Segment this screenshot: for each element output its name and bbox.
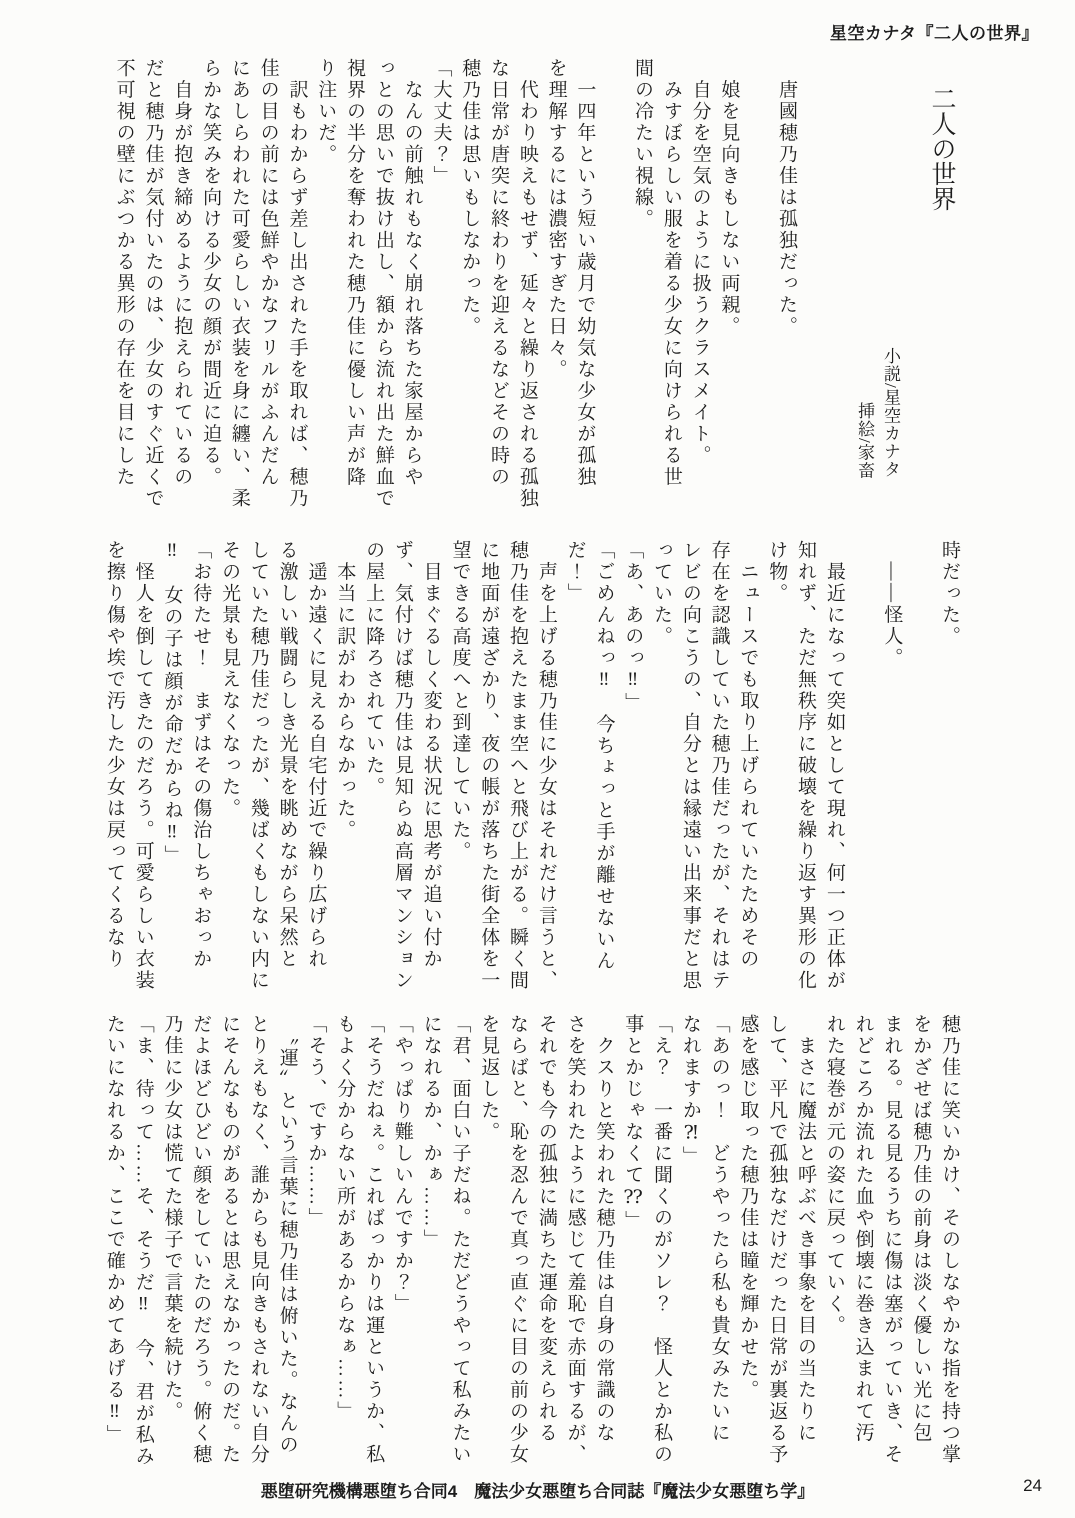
text-column: を理解するには濃密すぎた日々。: [545, 58, 567, 381]
text-column: だ！」: [564, 540, 586, 605]
text-column: レビの向こうの、自分とは縁遠い出来事だと思: [679, 540, 701, 992]
credits: [851, 347, 903, 480]
page-number: 24: [1023, 1476, 1042, 1495]
text-column: を見返した。: [478, 1014, 500, 1143]
text-column: 時だった。: [939, 540, 960, 648]
text-column: 一四年という短い歳月で幼気な少女が孤独: [574, 58, 596, 488]
text-column: 佳の目の前には色鮮やかなフリルがふんだん: [257, 58, 279, 488]
text-column: っていた。: [651, 540, 673, 648]
text-column: 怪人を倒してきたのだろう。可愛らしい衣装: [132, 540, 154, 992]
text-column: り注いだ。: [315, 58, 337, 166]
text-column: 穂乃佳は思いもしなかった。: [459, 58, 481, 338]
text-column: け物。: [766, 540, 788, 605]
text-column: その光景も見えなくなった。: [219, 540, 241, 820]
text-column: それでも今の孤独に満ちた運命を変えられる: [535, 1014, 557, 1444]
text-column: 「あ、あのっ‼」: [622, 540, 644, 714]
text-column: る激しい戦闘らしき光景を眺めながら呆然と: [276, 540, 298, 970]
text-column: 〝運〟という言葉に穂乃佳は俯いた。なんの: [276, 1014, 298, 1456]
text-column: たいになれるか、ここで確かめてあげる‼」: [103, 1014, 125, 1446]
text-column: [598, 58, 627, 520]
text-column: 視界の半分を奪われた穂乃佳に優しい声が降: [344, 58, 366, 488]
running-title: 星空カナタ『二人の世界』: [829, 24, 1039, 43]
text-column: っとの思いで抜け出し、額から流れ出た鮮血で: [372, 58, 394, 510]
text-column: らかな笑みを向ける少女の顔が間近に迫る。: [200, 58, 222, 488]
text-column: クスりと笑われた穂乃佳は自身の常識のな: [593, 1014, 615, 1444]
text-column: 自身が抱き締めるように抱えられているの: [171, 58, 193, 488]
text-column: 「あのっ！ どうやったら私も貴女みたいに: [708, 1014, 730, 1444]
text-column: 乃佳に少女は慌てた様子で言葉を続けた。: [161, 1014, 183, 1423]
text-column: [742, 58, 771, 520]
text-column: まさに魔法と呼ぶべき事象を目の当たりに: [795, 1014, 817, 1444]
text-column: 代わり映えもせず、延々と繰り返される孤独: [516, 58, 538, 510]
text-column: ず、気付けば穂乃佳は見知らぬ高層マンション: [391, 540, 413, 992]
text-column: を擦り傷や埃で汚した少女は戻ってくるなり: [103, 540, 125, 970]
text-column: 自分を空気のように扱うクラスメイト。: [689, 58, 711, 467]
text-column: なんの前触れもなく崩れ落ちた家屋からや: [401, 58, 423, 488]
story-title: 二人の世界: [928, 86, 955, 211]
text-column: 声を上げる穂乃佳に少女はそれだけ言うと、: [535, 540, 557, 992]
text-column: な日常が唐突に終わりを迎えるなどその時の: [488, 58, 510, 488]
text-column: 「君、面白い子だね。ただどうやって私みたい: [449, 1014, 471, 1466]
text-column: ならばと、恥を忍んで真っ直ぐに目の前の少女: [507, 1014, 529, 1466]
text-column: にそんなものがあるとは思えなかったのだ。た: [219, 1014, 241, 1466]
text-column: していた穂乃佳だったが、幾ばくもしない内に: [247, 540, 269, 992]
text-column: 遥か遠くに見える自宅付近で繰り広げられ: [305, 540, 327, 970]
text-column: 「やっぱり難しいんですか？」: [391, 1014, 413, 1315]
text-column: の屋上に降ろされていた。: [363, 540, 385, 798]
text-column: [905, 540, 934, 1002]
text-column: もよく分からない所があるからなぁ……」: [334, 1014, 356, 1423]
text-column: 不可視の壁にぶつかる異形の存在を目にした: [113, 58, 135, 488]
text-column: にあしらわれた可愛らしい衣装を身に纏い、柔: [228, 58, 250, 510]
text-column: 感を感じ取った穂乃佳は瞳を輝かせた。: [737, 1014, 759, 1401]
credit-novel: 小説/星空カナタ: [881, 347, 900, 479]
text-column: [848, 540, 877, 1002]
text-column: 「え？ 一番に聞くのがソレ？ 怪人とか私の: [651, 1014, 673, 1466]
text-column: 「そうだねぇ。こればっかりは運というか、私: [363, 1014, 385, 1466]
footer-imprint: 悪堕研究機構悪堕ち合同4 魔法少女悪堕ち合同誌『魔法少女悪堕ち学』: [260, 1482, 815, 1501]
text-column: に地面が遠ざかり、夜の帳が落ちた街全体を一: [478, 540, 500, 992]
text-column: をかざせば穂乃佳の前身は淡く優しい光に包: [910, 1014, 932, 1444]
text-column: だよほどひどい顔をしていたのだろう。俯く穂: [190, 1014, 212, 1466]
text-column: 「そう、ですか……」: [305, 1014, 327, 1229]
text-column: ニュースでも取り上げられていたためその: [737, 540, 759, 970]
text-column: になれるか、かぁ……」: [420, 1014, 442, 1251]
credit-illustration: 挿絵/家畜: [855, 402, 874, 480]
text-column: 「ま、待って……そ、そうだ‼ 今、君が私み: [132, 1014, 154, 1468]
text-column: 穂乃佳を抱えたまま空へと飛び上がる。瞬く間: [507, 540, 529, 992]
text-column: だと穂乃佳が気付いたのは、少女のすぐ近くで: [142, 58, 164, 510]
text-column: 娘を見向きもしない両親。: [718, 58, 740, 338]
text-column: 本当に訳がわからなかった。: [334, 540, 356, 841]
text-column: 目まぐるしく変わる状況に思考が追い付か: [420, 540, 442, 970]
text-column: 「ごめんねっ‼ 今ちょっと手が離せないん: [593, 540, 615, 972]
text-column: 穂乃佳に笑いかけ、そのしなやかな指を持つ掌: [939, 1014, 960, 1466]
text-column: 知れず、ただ無秩序に破壊を繰り返す異形の化: [795, 540, 817, 992]
text-column: みすぼらしい服を着る少女に向けられる世: [660, 58, 682, 488]
text-column: さを笑われたように感じて羞恥で赤面するが、: [564, 1014, 586, 1466]
text-column: 唐國穂乃佳は孤独だった。: [776, 58, 797, 338]
text-column: 「お待たせ！ まずはその傷治しちゃおっか: [190, 540, 212, 970]
text-column: 「大丈夫？」: [430, 58, 452, 187]
text-column: 望できる高度へと到達していた。: [449, 540, 471, 863]
text-column: 事とかじゃなくて⁇」: [622, 1014, 644, 1232]
text-column: れどころか流れた血や倒壊に巻き込まれて汚: [852, 1014, 874, 1444]
text-column: して、平凡で孤独なだけだった日常が裏返る予: [766, 1014, 788, 1466]
text-column: ‼ 女の子は顔が命だからね‼」: [161, 540, 183, 867]
text-band-1: [106, 58, 800, 520]
text-band-3: [103, 1014, 963, 1476]
text-column: 最近になって突如として現れ、何一つ正体が: [823, 540, 845, 992]
text-band-2: [95, 540, 963, 1002]
text-column: なれますか⁈」: [679, 1014, 701, 1168]
text-column: とりえもなく、誰からも見向きもされない自分: [247, 1014, 269, 1466]
text-column: れた寝巻が元の姿に戻っていく。: [823, 1014, 845, 1337]
text-column: 訳もわからず差し出された手を取れば、穂乃: [286, 58, 308, 510]
text-column: ――怪人。: [881, 540, 903, 669]
text-column: 間の冷たい視線。: [632, 58, 654, 230]
text-column: 存在を認識していた穂乃佳だったが、それはテ: [708, 540, 730, 992]
text-column: まれる。見る見るうちに傷は塞がっていき、そ: [881, 1014, 903, 1466]
